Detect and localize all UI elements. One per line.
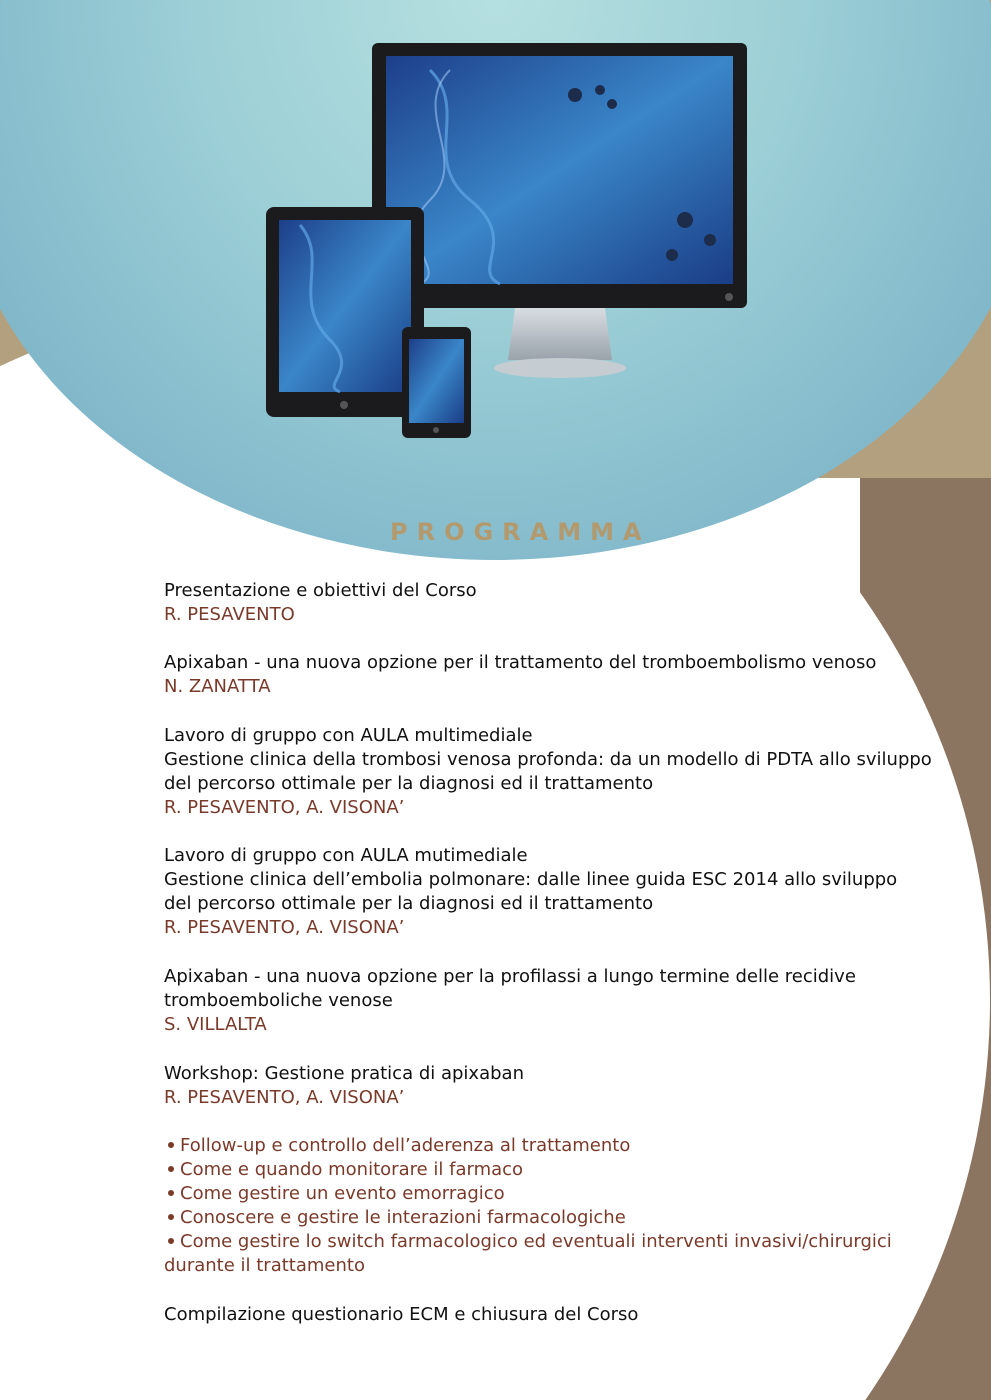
item-title: Workshop: Gestione pratica di apixaban (164, 1063, 524, 1084)
item-title-line2: Gestione clinica dell’embolia polmonare: dalle linee guida ESC 2014 allo sviluppo (164, 869, 898, 890)
list-item: Come gestire un evento emorragico (164, 1182, 892, 1206)
devices-illustration (0, 0, 991, 478)
list-item: Conoscere e gestire le interazioni farmacologiche (164, 1206, 892, 1230)
workshop-bullet-list (164, 1134, 892, 1278)
item-title-line3: del percorso ottimale per la diagnosi ed il trattamento (164, 893, 654, 914)
time-1445: 14.45 (56, 728, 102, 747)
bullet-icon (168, 1190, 174, 1196)
item-speaker: R. PESAVENTO (164, 604, 295, 625)
list-item-continuation: durante il trattamento (164, 1255, 365, 1276)
item-title-line3: del percorso ottimale per la diagnosi ed il trattamento (164, 773, 654, 794)
tablet-icon (266, 207, 424, 417)
page-title: PROGRAMMA (390, 518, 651, 546)
item-speaker: S. VILLALTA (164, 1014, 267, 1035)
item-title: Compilazione questionario ECM e chiusura del Corso (164, 1304, 639, 1325)
bullet-icon (168, 1214, 174, 1220)
bullet-icon (168, 1142, 174, 1148)
list-item: Come e quando monitorare il farmaco (164, 1158, 892, 1182)
time-1930: 19.30 (56, 1307, 102, 1326)
time-1415: 14.15 (56, 655, 102, 674)
item-speaker: R. PESAVENTO, A. VISONA’ (164, 797, 405, 818)
item-title-line1: Apixaban - una nuova opzione per la profilassi a lungo termine delle recidive (164, 966, 856, 987)
item-title: Apixaban - una nuova opzione per il trattamento del tromboembolismo venoso (164, 652, 877, 673)
item-title-line2: Gestione clinica della trombosi venosa profonda: da un modello di PDTA allo sviluppo (164, 749, 932, 770)
list-item: Come gestire lo switch farmacologico ed eventuali interventi invasivi/chirurgici (164, 1230, 892, 1254)
time-1400: 14.00 (56, 583, 102, 602)
time-1645: 16.45 (56, 969, 102, 988)
item-speaker: R. PESAVENTO, A. VISONA’ (164, 917, 405, 938)
phone-icon (402, 327, 471, 438)
item-title: Presentazione e obiettivi del Corso (164, 580, 477, 601)
item-speaker: R. PESAVENTO, A. VISONA’ (164, 1087, 405, 1108)
item-title-line1: Lavoro di gruppo con AULA mutimediale (164, 845, 528, 866)
item-speaker: N. ZANATTA (164, 676, 271, 697)
time-1545: 15.45 (56, 848, 102, 867)
bullet-icon (168, 1238, 174, 1244)
list-item: Follow-up e controllo dell’aderenza al trattamento (164, 1134, 892, 1158)
time-1700: 17.00 (56, 1066, 102, 1085)
item-title-line1: Lavoro di gruppo con AULA multimediale (164, 725, 533, 746)
item-title-line2: tromboemboliche venose (164, 990, 393, 1011)
bullet-icon (168, 1166, 174, 1172)
